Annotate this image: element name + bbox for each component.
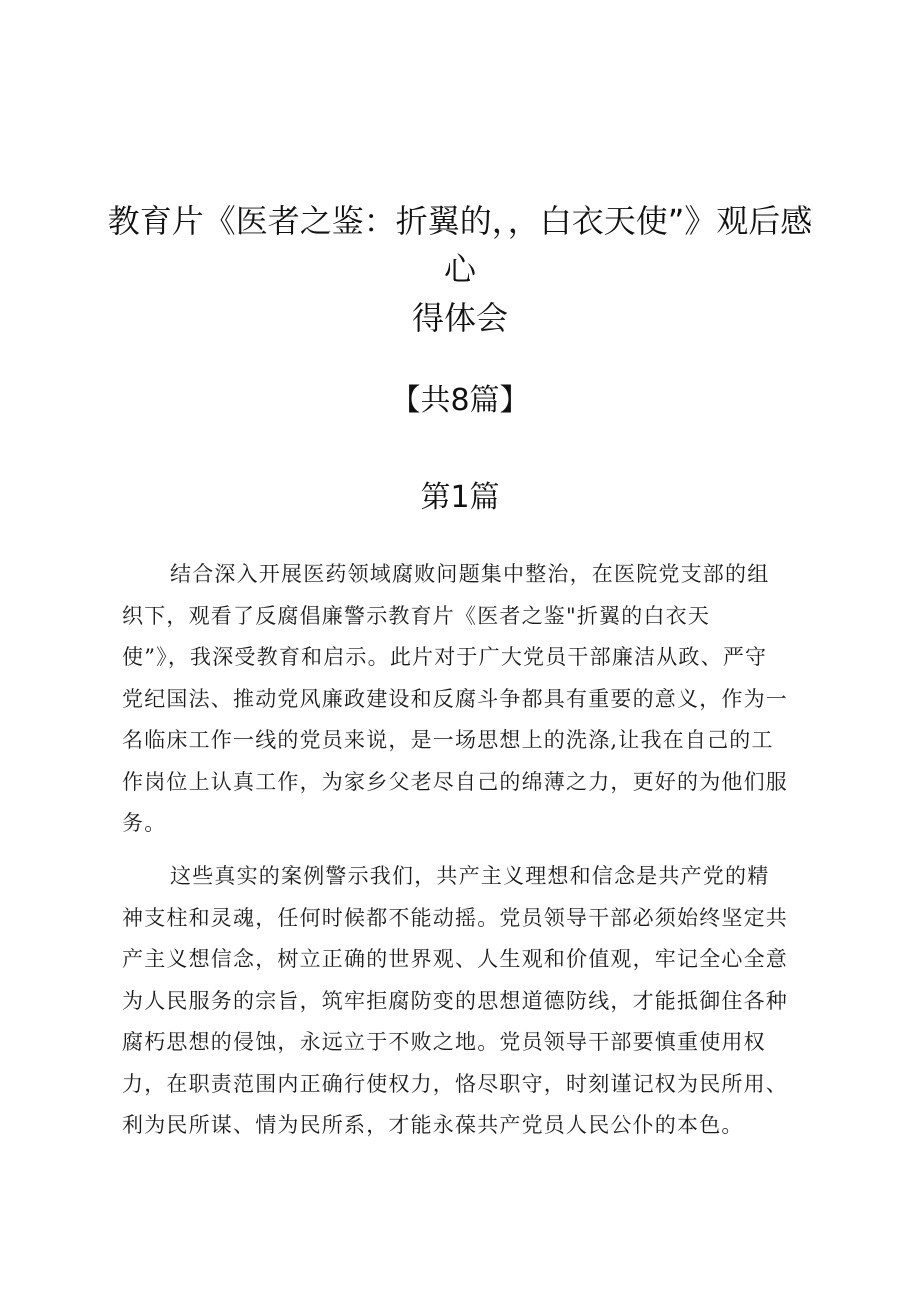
paragraph-line: 产主义想信念，树立正确的世界观、人生观和价值观，牢记全心全意	[122, 947, 788, 971]
paragraph-line: 名临床工作一线的党员来说，是一场思想上的洗涤,让我在自己的工	[122, 728, 774, 752]
paragraph-line: 结合深入开展医药领域腐败问题集中整治，在医院党支部的组	[170, 562, 770, 586]
paragraph-2	[122, 856, 822, 1147]
paragraph-line: 党纪国法、推动党风廉政建设和反腐斗争都具有重要的意义，作为一	[122, 686, 788, 711]
paragraph-line: 神支柱和灵魂，任何时候都不能动摇。党员领导干部必须始终坚定共	[122, 905, 788, 930]
paragraph-line: 利为民所谋、情为民所系，才能永葆共产党员人民公仆的本色。	[122, 1113, 744, 1137]
paragraph-1	[122, 554, 822, 845]
paragraph-line: 这些真实的案例警示我们，共产主义理想和信念是共产党的精	[170, 864, 770, 888]
section-title: 第1篇	[420, 480, 500, 515]
article-count-label: 【共8篇】	[390, 383, 530, 418]
paragraph-line: 腐朽思想的侵蚀，永远立于不败之地。党员领导干部要慎重使用权	[122, 1030, 766, 1054]
paragraph-line: 务。	[122, 811, 167, 835]
paragraph-line: 为人民服务的宗旨，筑牢拒腐防变的思想道德防线，才能抵御住各种	[122, 988, 788, 1013]
document-title-line-1: 教育片《医者之鉴：折翼的，，白衣天使”》观后感	[107, 202, 813, 240]
document-title-line-3: 得体会	[411, 299, 508, 337]
paragraph-line: 力，在职责范围内正确行使权力，恪尽职守，时刻谨记权为民所用、	[122, 1071, 788, 1096]
paragraph-line: 织下，观看了反腐倡廉警示教育片《医者之鉴"折翼的白衣天	[122, 603, 711, 628]
paragraph-line: 作岗位上认真工作，为家乡父老尽自己的绵薄之力，更好的为他们服	[122, 769, 788, 794]
paragraph-line: 使”》，我深受教育和启示。此片对于广大党员干部廉洁从政、严守	[122, 645, 768, 669]
document-title-line-2: 心	[443, 250, 476, 288]
